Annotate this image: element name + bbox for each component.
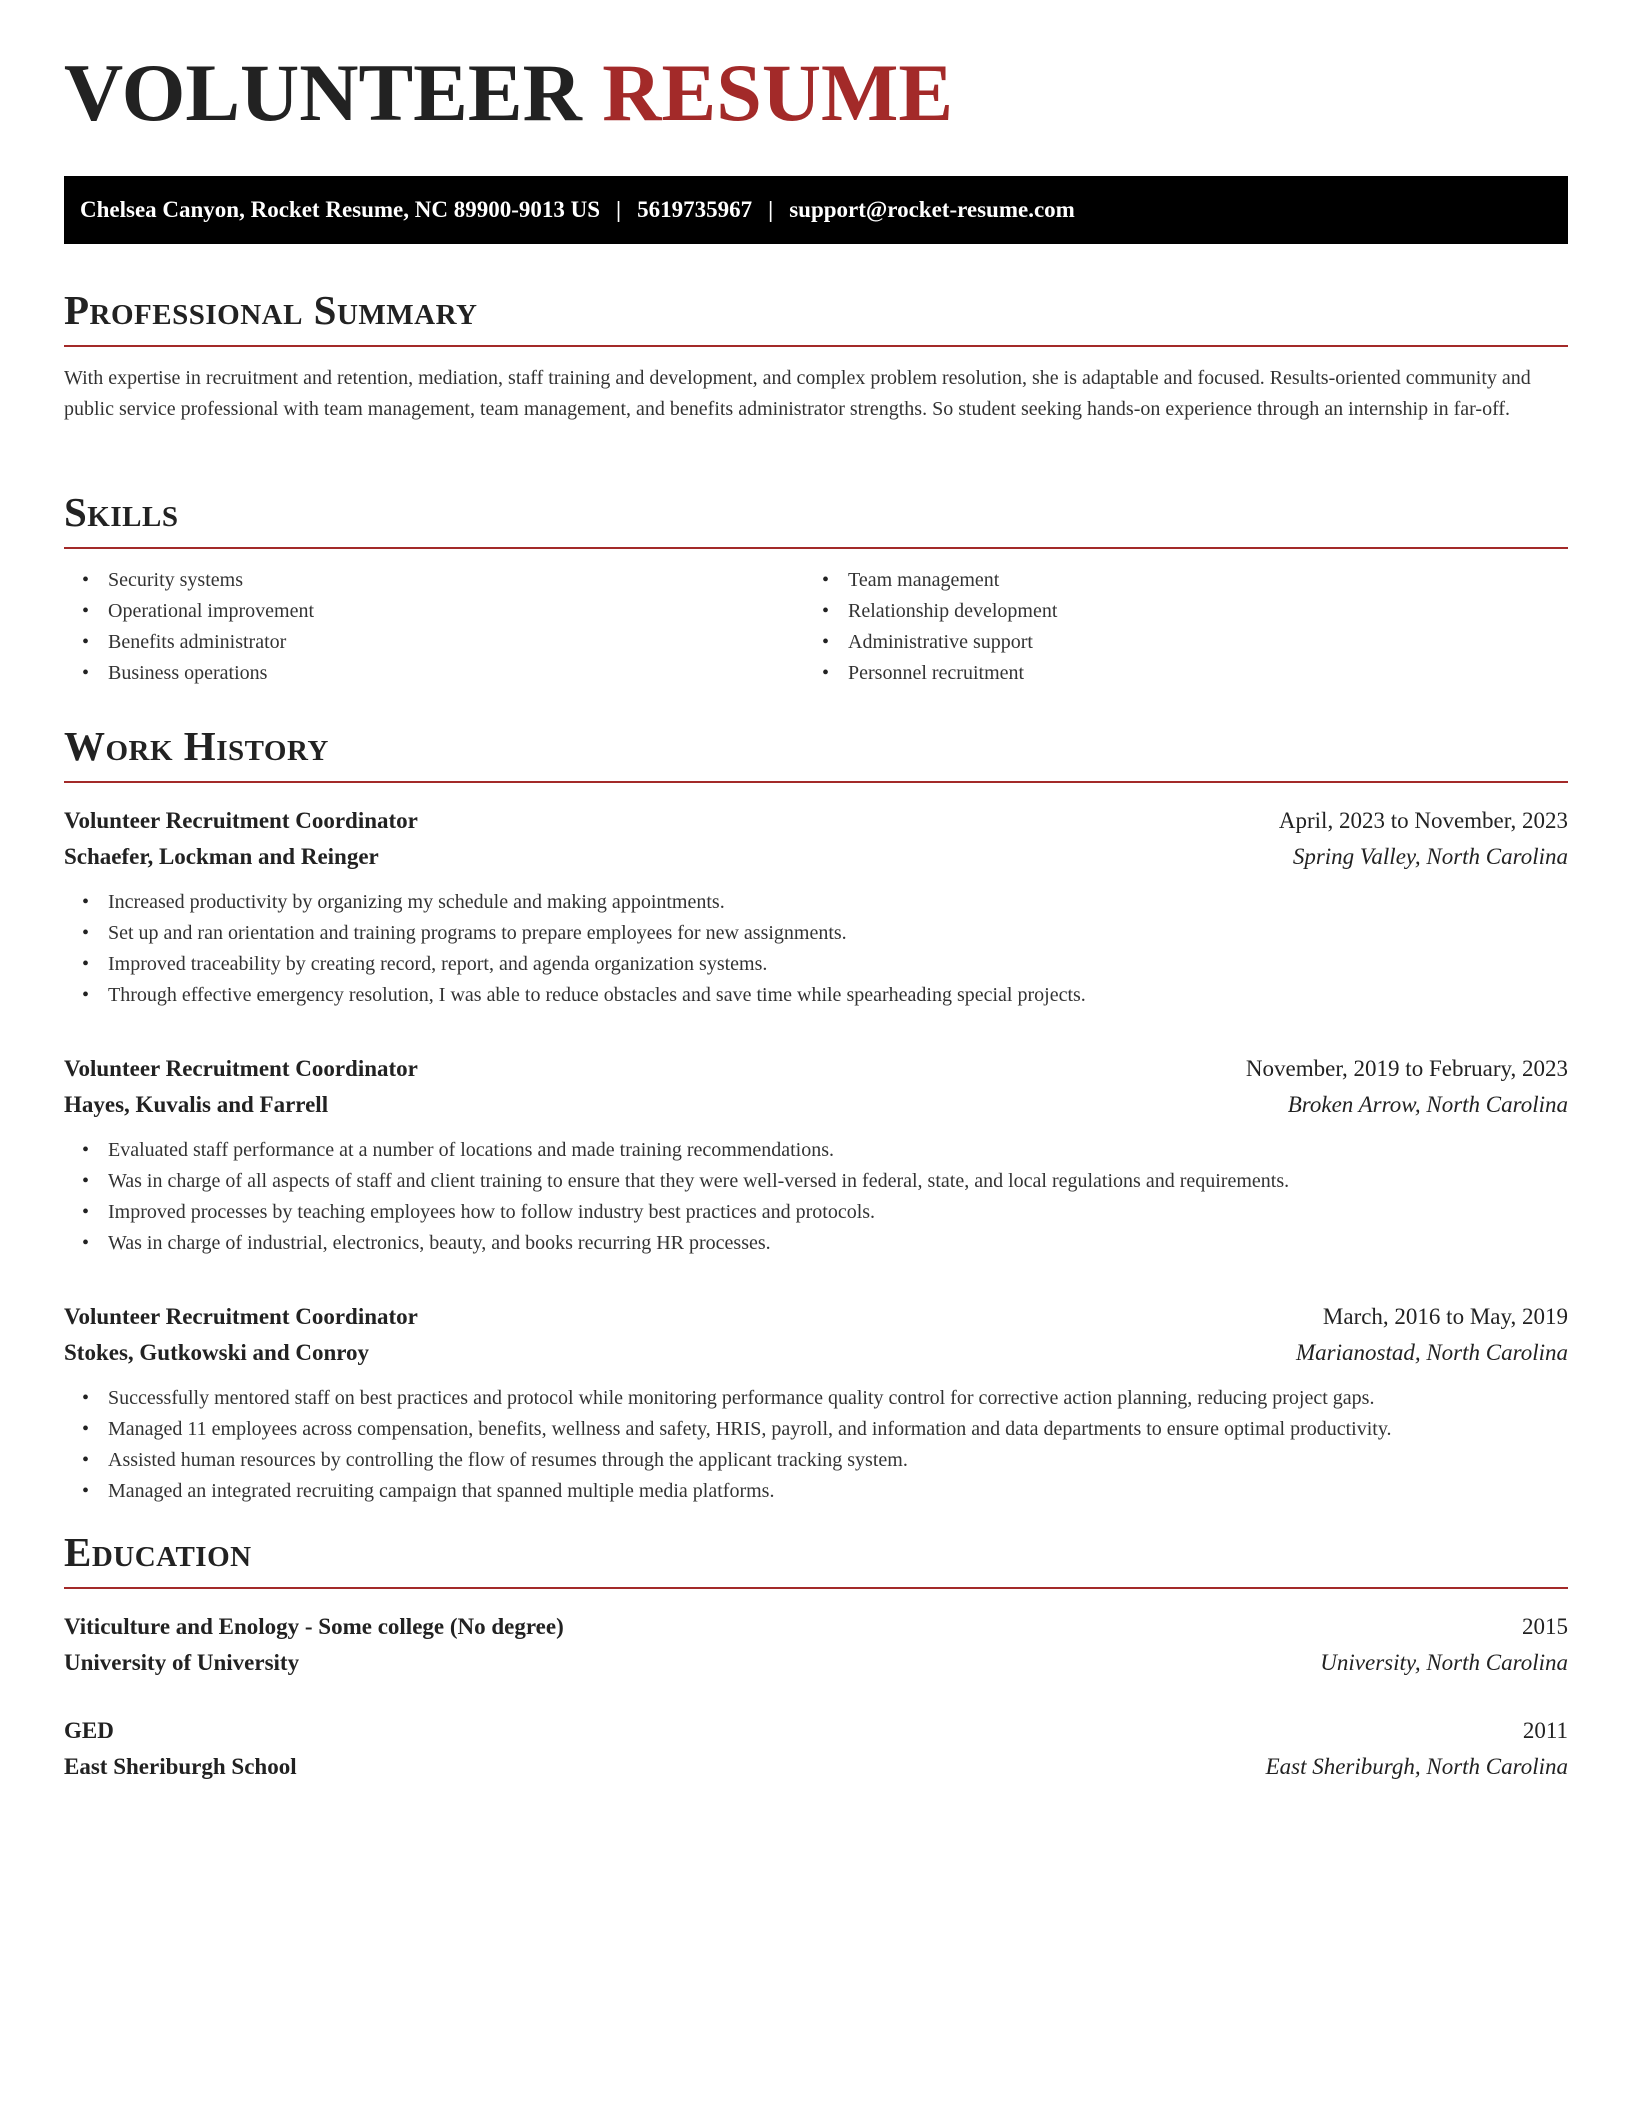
education-degree-row [64,1609,1568,1645]
job-dates: April, 2023 to November, 2023 [1278,808,1568,833]
summary-heading: Professional Summary [64,290,1568,347]
contact-phone: 5619735967 [637,197,753,222]
job-bullet: • Was in charge of industrial, electronics, beauty, and books recurring HR processes. [64,1228,1568,1259]
job-entry [64,803,1568,1011]
job-company: Hayes, Kuvalis and Farrell [64,1092,329,1117]
job-bullet: • Improved traceability by creating record, report, and agenda organization systems. [64,949,1568,980]
education-year: 2011 [1522,1718,1568,1743]
job-title-row [64,803,1568,839]
skills-columns [64,565,1568,689]
job-bullet: • Through effective emergency resolution, I was able to reduce obstacles and save time while spearheading special projects. [64,980,1568,1011]
education-section [64,1529,1568,1785]
skills-list-left [64,565,804,689]
education-year: 2015 [1522,1614,1568,1639]
job-bullet: • Managed 11 employees across compensation, benefits, wellness and safety, HRIS, payroll, and information and data departments to ensure optimal productivity. [64,1414,1568,1445]
title-part-1: VOLUNTEER [64,47,582,138]
education-location: East Sheriburgh, North Carolina [1265,1754,1568,1779]
job-title: Volunteer Recruitment Coordinator [64,1056,418,1081]
skill-item: • Business operations [64,658,804,689]
education-entry [64,1713,1568,1785]
education-school-row [64,1645,1568,1681]
education-school: University of University [64,1650,300,1675]
job-entry [64,1051,1568,1259]
contact-address: Chelsea Canyon, Rocket Resume, NC 89900-9013 US [80,197,601,222]
job-bullet: • Successfully mentored staff on best practices and protocol while monitoring performance quality control for corrective action planning, reducing project gaps. [64,1383,1568,1414]
education-degree: Viticulture and Enology - Some college (No degree) [64,1614,564,1639]
job-location: Broken Arrow, North Carolina [1287,1092,1568,1117]
job-title: Volunteer Recruitment Coordinator [64,808,418,833]
summary-text: With expertise in recruitment and retention, mediation, staff training and development, and complex problem resolution, she is adaptable and focused. Results-oriented community and public service professional with team management, team management, and benefits administrator strengths. So student seeking hands-on experience through an internship in far-off. [64,367,1531,420]
skill-item: • Personnel recruitment [804,658,1544,689]
job-bullet: • Increased productivity by organizing my schedule and making appointments. [64,887,1568,918]
job-entry [64,1299,1568,1507]
job-dates: March, 2016 to May, 2019 [1322,1304,1568,1329]
job-location: Spring Valley, North Carolina [1292,844,1568,869]
job-company-row [64,839,1568,875]
resume-title [64,47,954,138]
education-degree-row [64,1713,1568,1749]
contact-separator: | [768,197,774,222]
job-company-row [64,1087,1568,1123]
job-bullet: • Managed an integrated recruiting campaign that spanned multiple media platforms. [64,1476,1568,1507]
education-school: East Sheriburgh School [64,1754,297,1779]
skill-item: • Benefits administrator [64,627,804,658]
contact-separator: | [616,197,622,222]
work-heading: Work History [64,726,1568,783]
skill-item: • Team management [804,565,1544,596]
education-school-row [64,1749,1568,1785]
job-title-row [64,1051,1568,1087]
job-bullet: • Set up and ran orientation and training programs to prepare employees for new assignments. [64,918,1568,949]
job-bullets [64,1383,1568,1507]
skills-heading: Skills [64,492,1568,549]
summary-section [64,287,1568,425]
job-location: Marianostad, North Carolina [1296,1340,1568,1365]
skill-item: • Security systems [64,565,804,596]
work-section [64,723,1568,1507]
skill-item: • Operational improvement [64,596,804,627]
education-heading: Education [64,1532,1568,1589]
contact-email: support@rocket-resume.com [789,197,1075,222]
education-location: University, North Carolina [1320,1650,1568,1675]
contact-bar [64,176,1568,244]
job-bullet: • Was in charge of all aspects of staff and client training to ensure that they were well-versed in federal, state, and local regulations and requirements. [64,1166,1568,1197]
skill-item: • Administrative support [804,627,1544,658]
job-bullets [64,1135,1568,1259]
title-part-2: RESUME [602,47,954,138]
job-bullets [64,887,1568,1011]
skills-list-right [804,565,1544,689]
job-company-row [64,1335,1568,1371]
skill-item: • Relationship development [804,596,1544,627]
job-title: Volunteer Recruitment Coordinator [64,1304,418,1329]
job-bullet: • Evaluated staff performance at a number of locations and made training recommendations. [64,1135,1568,1166]
job-dates: November, 2019 to February, 2023 [1245,1056,1568,1081]
job-bullet: • Improved processes by teaching employees how to follow industry best practices and protocols. [64,1197,1568,1228]
education-degree: GED [64,1718,114,1743]
job-title-row [64,1299,1568,1335]
job-bullet: • Assisted human resources by controlling the flow of resumes through the applicant tracking system. [64,1445,1568,1476]
job-company: Stokes, Gutkowski and Conroy [64,1340,370,1365]
job-company: Schaefer, Lockman and Reinger [64,844,379,869]
skills-section [64,489,1568,689]
education-entry [64,1609,1568,1681]
